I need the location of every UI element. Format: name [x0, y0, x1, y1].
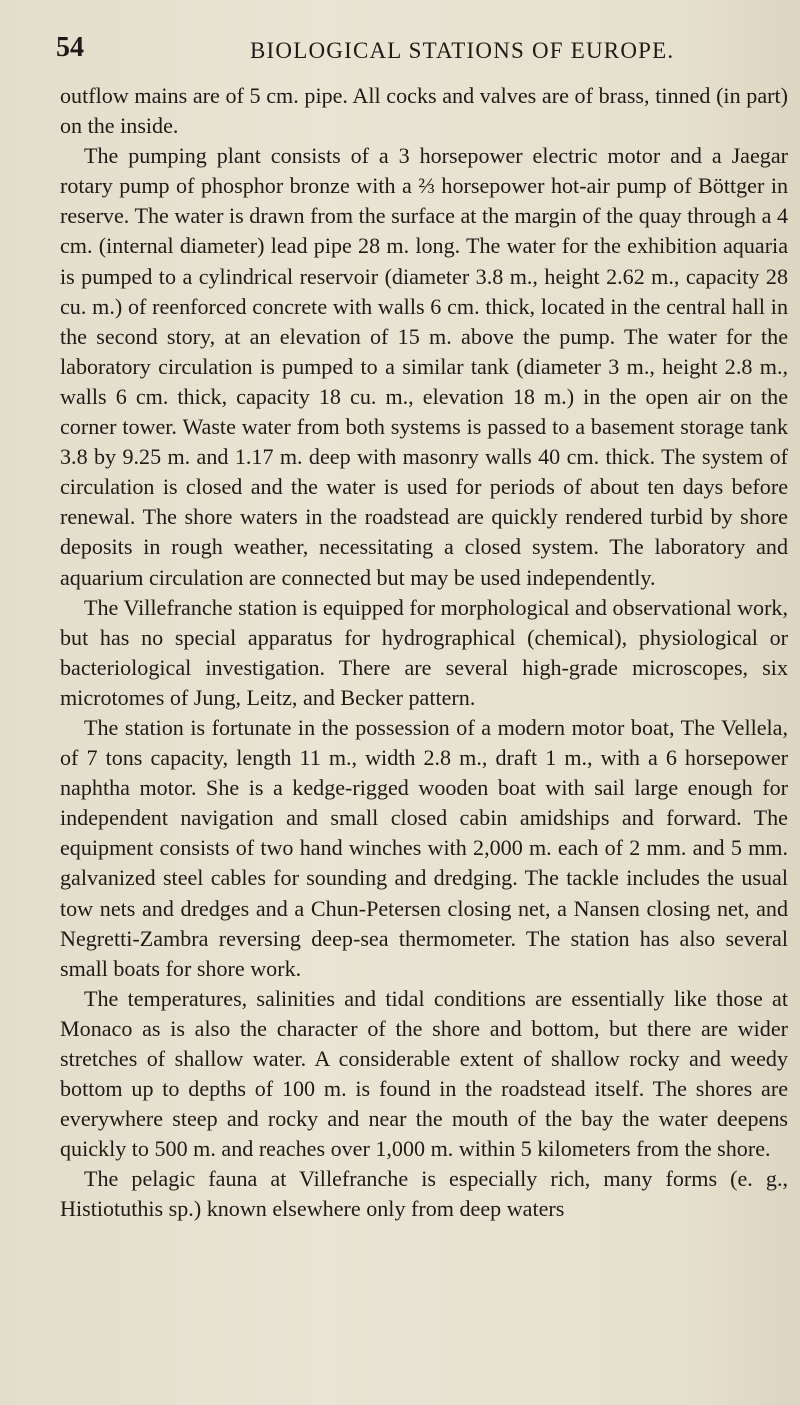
paragraph-pelagic-fauna: The pelagic fauna at Villefranche is especially rich, many forms (e. g., Histiotuthis sp.) known elsewhere only from deep waters — [60, 1166, 788, 1222]
page-header — [0, 32, 800, 72]
paragraph-pumping-plant: The pumping plant consists of a 3 horsepower electric motor and a Jaegar rotary pump of phosphor bronze with a ⅔ horsepower hot-air pump of Böttger in reserve. The water is drawn from the surface at the margin of the quay through a 4 cm. (internal diameter) lead pipe 28 m. long. The water for the exhibition aquaria is pumped to a cylindrical reservoir (diameter 3.8 m., height 2.62 m., capacity 28 cu. m.) of reenforced concrete with walls 6 cm. thick, located in the central hall in the second story, at an elevation of 15 m. above the pump. The water for the laboratory circulation is pumped to a similar tank (diameter 3 m., height 2.8 m., walls 6 cm. thick, capacity 18 cu. m., elevation 18 m.) in the open air on the corner tower. Waste water from both systems is passed to a basement storage tank 3.8 by 9.25 m. and 1.17 m. deep with masonry walls 40 cm. thick. The system of circulation is closed and the water is used for periods of about ten days before renewal. The shore waters in the roadstead are quickly rendered turbid by shore deposits in rough weather, necessitating a closed system. The laboratory and aquarium circulation are connected but may be used independently. — [60, 143, 788, 590]
body-text — [60, 81, 788, 1225]
paragraph-motor-boat: The station is fortunate in the possession of a modern motor boat, The Vellela, of 7 tons capacity, length 11 m., width 2.8 m., draft 1 m., with a 6 horsepower naphtha motor. She is a kedge-rigged wooden boat with sail large enough for independent navigation and small closed cabin amidships and forward. The equipment consists of two hand winches with 2,000 m. each of 2 mm. and 5 mm. galvanized steel cables for sounding and dredging. The tackle includes the usual tow nets and dredges and a Chun-Petersen closing net, a Nansen closing net, and Negretti-Zambra reversing deep-sea thermometer. The station has also several small boats for shore work. — [60, 714, 788, 981]
running-title: BIOLOGICAL STATIONS OF EUROPE. — [250, 38, 675, 63]
paragraph-continued: outflow mains are of 5 cm. pipe. All cocks and valves are of brass, tinned (in part) on the inside. — [60, 83, 788, 139]
paragraph-conditions: The temperatures, salinities and tidal conditions are essentially like those at Monaco as is also the character of the shore and bottom, but there are wider stretches of shallow water. A considerable extent of shallow rocky and weedy bottom up to depths of 100 m. is found in the roadstead itself. The shores are everywhere steep and rocky and near the mouth of the bay the water deepens quickly to 500 m. and reaches over 1,000 m. within 5 kilometers from the shore. — [60, 985, 788, 1162]
paragraph-equipment: The Villefranche station is equipped for morphological and observational work, but has no special apparatus for hydrographical (chemical), physiological or bacteriological investigation. There are several high-grade microscopes, six microtomes of Jung, Leitz, and Becker pattern. — [60, 594, 788, 710]
page-number: 54 — [56, 32, 84, 63]
